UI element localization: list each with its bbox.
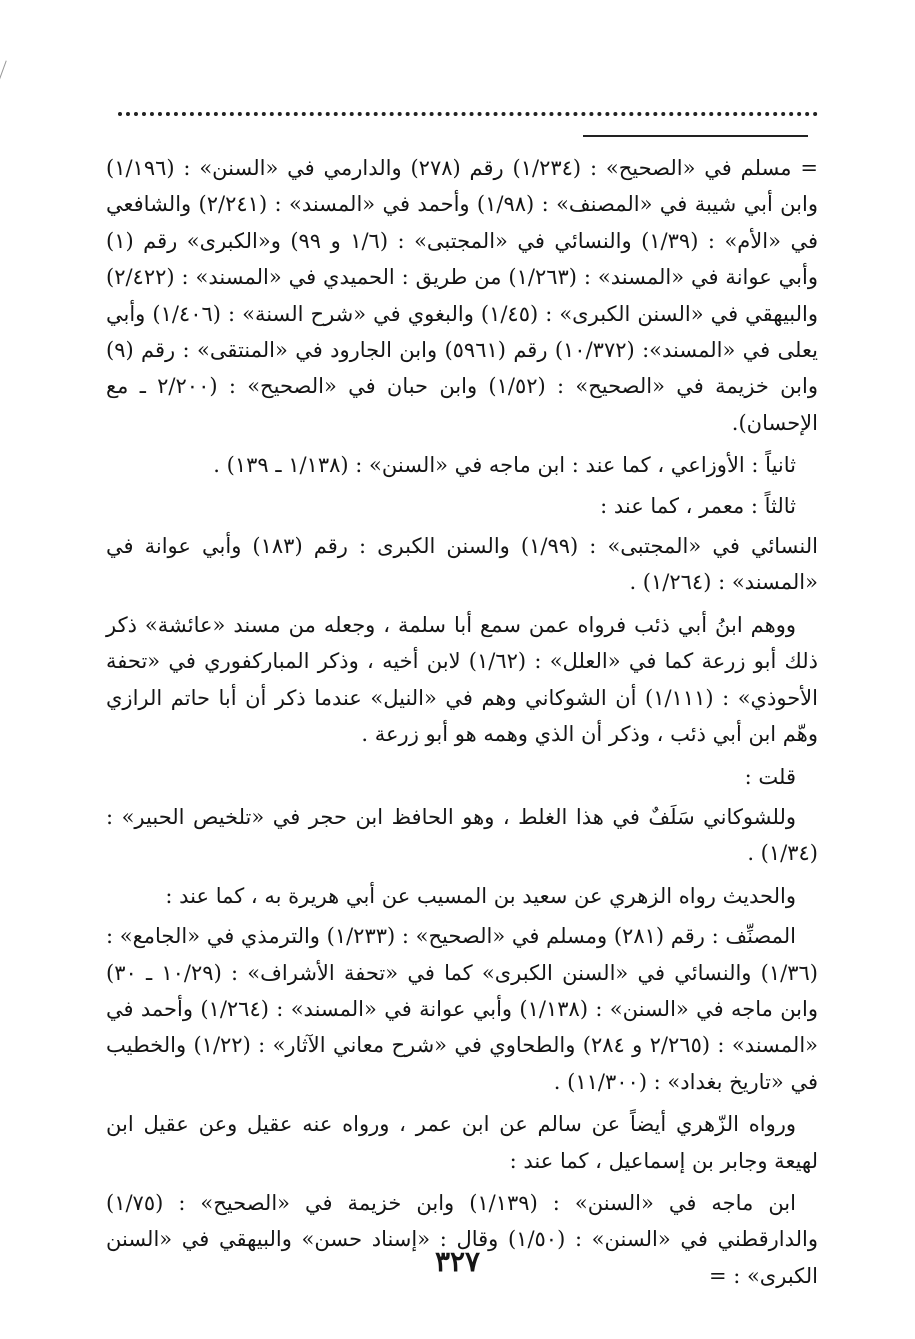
footnote-paragraph: = مسلم في «الصحيح» : (١/٢٣٤) رقم (٢٧٨) والدارمي في «السنن» : (١/١٩٦) وابن أبي شيبة في «المصنف» : (١/٩٨) وأحمد في «المسند» : (٢/٢٤١) والشافعي في «الأم» : (١/٣٩) والنسائي في «المجتبى» : (١/٦ و ٩٩) و«الكبرى» رقم (١) وأبي عوانة في «المسند» : (١/٢٦٣) من طريق : الحميدي في «المسند» : (٢/٤٢٢) والبيهقي في «السنن الكبرى» : (١/٤٥) والبغوي في «شرح السنة» : (١/٤٠٦) وأبي يعلى في «المسند»: (١٠/٣٧٢) رقم (٥٩٦١) وابن الجارود في «المنتقى» : رقم (٩) وابن خزيمة في «الصحيح» : (١/٥٢) وابن حبان في «الصحيح» : (٢/٢٠٠ ـ مع الإحسان). [106,156,818,435]
footnote-paragraph: قلت : [744,764,796,789]
footnote-paragraph: ثانياً : الأوزاعي ، كما عند : ابن ماجه في «السنن» : (١/١٣٨ ـ ١٣٩) . [213,453,796,478]
footnote-paragraph: ابن ماجه في «السنن» : (١/١٣٩) وابن خزيمة في «الصحيح» : (١/٧٥) والدارقطني في «السنن» : (١/٥٠) وقال : «إسناد حسن» والبيهقي في «السنن الكبرى» : = [106,1190,819,1288]
page-number: ٣٢٧ [434,1245,481,1278]
dotted-separator [118,112,818,116]
footnote-paragraph: النسائي في «المجتبى» : (١/٩٩) والسنن الكبرى : رقم (١٨٣) وأبي عوانة في «المسند» : (١/٢٦٤) . [106,534,818,595]
footnote-paragraph: وللشوكاني سَلَفٌ في هذا الغلط ، وهو الحافظ ابن حجر في «تلخيص الحبير» : (١/٣٤) . [106,804,818,866]
footnote-paragraph: ووهم ابنُ أبي ذئب فرواه عمن سمع أبا سلمة ، وجعله من مسند «عائشة» ذكر ذلك أبو زرعة كما في «العلل» : (١/٦٢) لابن أخيه ، وذكر المباركفوري في «تحفة الأحوذي» : (١/١١١) أن الشوكاني وهم في «النيل» عندما ذكر أن أبا حاتم الرازي وهّم ابن أبي ذئب ، وذكر أن الذي وهمه هو أبو زرعة . [106,612,818,747]
footnote-paragraph: والحديث رواه الزهري عن سعيد بن المسيب عن أبي هريرة به ، كما عند : [165,883,796,908]
scan-mark [0,60,7,81]
footnote-rule [583,135,808,137]
footnote-paragraph: ورواه الزّهري أيضاً عن سالم عن ابن عمر ، ورواه عنه عقيل وعن عقيل ابن لهيعة وجابر بن إسماعيل ، كما عند : [106,1112,818,1173]
footnote-text [106,150,818,1300]
footnote-paragraph: المصنِّف : رقم (٢٨١) ومسلم في «الصحيح» : (١/٢٣٣) والترمذي في «الجامع» : (١/٣٦) والنسائي في «السنن الكبرى» كما في «تحفة الأشراف» : (١٠/٢٩ ـ ٣٠) وابن ماجه في «السنن» : (١/١٣٨) وأبي عوانة في «المسند» : (١/٢٦٤) وأحمد في «المسند» : (٢/٢٦٥ و ٢٨٤) والطحاوي في «شرح معاني الآثار» : (١/٢٢) والخطيب في «تاريخ بغداد» : (١١/٣٠٠) . [105,924,819,1094]
footnote-paragraph: ثالثاً : معمر ، كما عند : [600,493,796,518]
